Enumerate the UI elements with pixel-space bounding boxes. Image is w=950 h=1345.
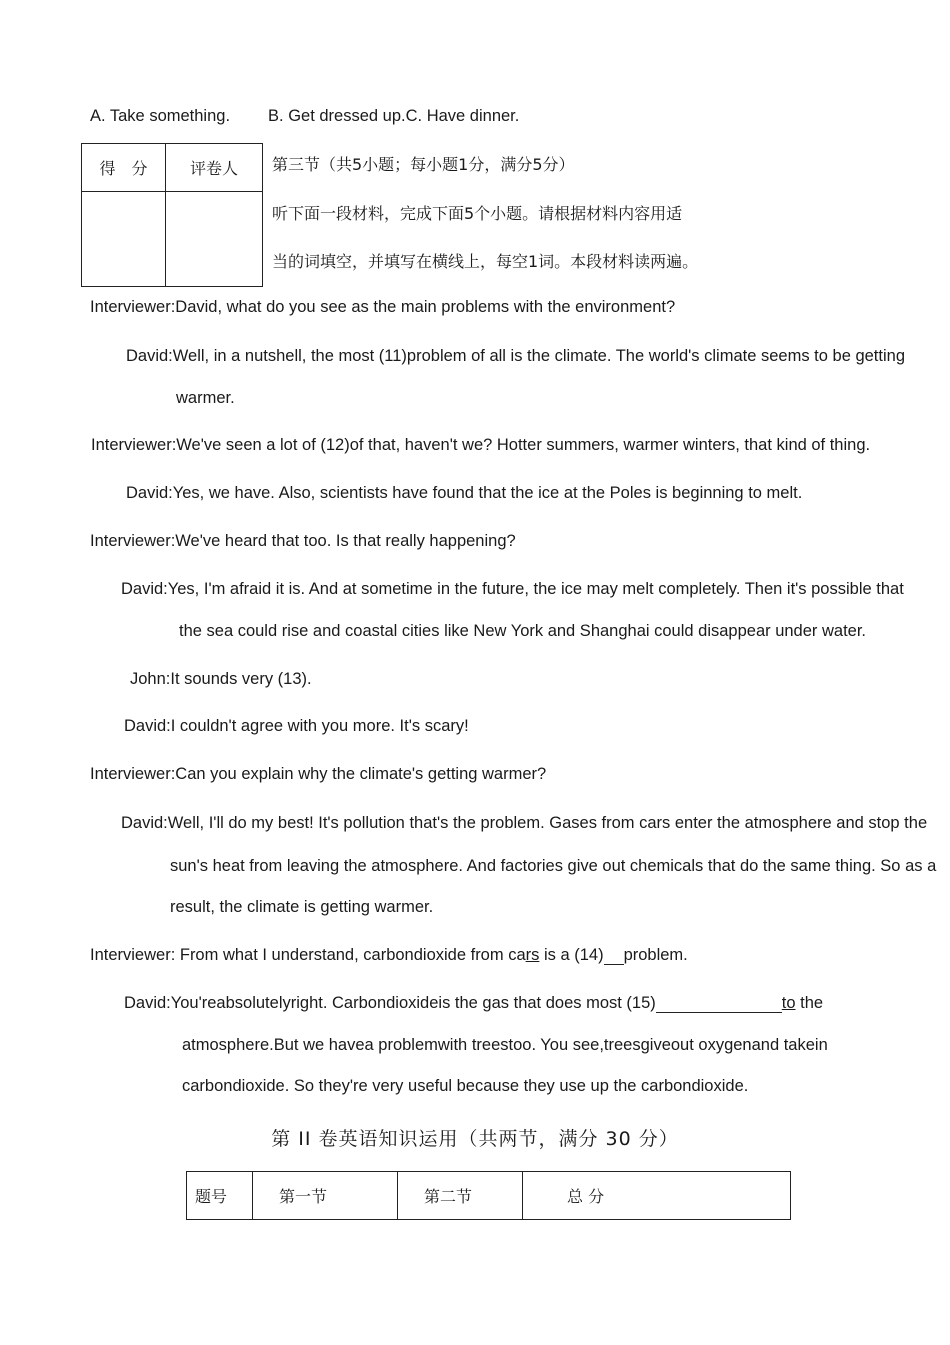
dialogue-text: rs [525, 946, 540, 964]
col-question-number: 题号 [187, 1172, 253, 1220]
section3-instruction-2: 当的词填空，并填写在横线上，每空1词。本段材料读两遍。 [272, 252, 699, 271]
dialogue-text: Interviewer: From what I understand, carbondioxide from ca [90, 946, 526, 964]
dialogue-line: David:Well, in a nutshell, the most (11)problem of all is the climate. The world's climate seems to be getting [126, 347, 905, 365]
grader-cell[interactable] [166, 192, 263, 287]
score-cell[interactable] [82, 192, 166, 287]
dialogue-line: Interviewer:We've seen a lot of (12)of that, haven't we? Hotter summers, warmer winters, that kind of thing. [91, 436, 871, 454]
score-table [81, 143, 263, 287]
dialogue-line: Interviewer:Can you explain why the climate's getting warmer? [90, 765, 547, 783]
dialogue-line: David:Yes, I'm afraid it is. And at sometime in the future, the ice may melt completely. Then it's possible that [121, 580, 904, 598]
dialogue-text: the [795, 994, 824, 1012]
dialogue-line: sun's heat from leaving the atmosphere. And factories give out chemicals that do the same thing. So as a [170, 857, 937, 875]
dialogue-line: David:I couldn't agree with you more. It's scary! [124, 717, 469, 735]
dialogue-line [124, 993, 823, 1013]
dialogue-line: David:Well, I'll do my best! It's pollution that's the problem. Gases from cars enter the atmosphere and stop the [121, 814, 928, 832]
dialogue-line [90, 945, 688, 965]
dialogue-text: David:You'reabsolutelyright. Carbondioxideis the gas that does most (15) [124, 994, 656, 1012]
grader-header: 评卷人 [166, 144, 263, 192]
dialogue-line: David:Yes, we have. Also, scientists have found that the ice at the Poles is beginning to melt. [126, 484, 803, 502]
section3-instruction-1: 听下面一段材料，完成下面5个小题。请根据材料内容用适 [272, 204, 683, 223]
option-c: C. Have dinner. [405, 107, 520, 125]
dialogue-line: the sea could rise and coastal cities like New York and Shanghai could disappear under water. [179, 622, 867, 640]
answer-blank-15[interactable] [656, 995, 782, 1013]
dialogue-line: carbondioxide. So they're very useful because they use up the carbondioxide. [182, 1077, 749, 1095]
part2-title: 第 II 卷英语知识运用（共两节，满分 30 分） [271, 1128, 679, 1150]
col-total: 总 分 [523, 1172, 791, 1220]
dialogue-text: problem. [623, 946, 688, 964]
dialogue-line: atmosphere.But we havea problemwith treestoo. You see,treesgiveout oxygenand takein [182, 1036, 828, 1054]
dialogue-line: result, the climate is getting warmer. [170, 898, 434, 916]
dialogue-line: John:It sounds very (13). [130, 670, 312, 688]
section3-heading: 第三节（共5小题；每小题1分，满分5分） [272, 155, 575, 174]
option-b: B. Get dressed up. [268, 107, 406, 125]
options-line [90, 106, 519, 126]
col-section1: 第一节 [253, 1172, 398, 1220]
dialogue-text: to [781, 994, 796, 1012]
dialogue-text: is a (14) [539, 946, 604, 964]
col-section2: 第二节 [398, 1172, 523, 1220]
dialogue-line: Interviewer:We've heard that too. Is that really happening? [90, 532, 516, 550]
dialogue-line: Interviewer:David, what do you see as the main problems with the environment? [90, 298, 676, 316]
option-a: A. Take something. [90, 107, 231, 125]
answer-blank-14[interactable] [604, 947, 624, 965]
score-header: 得 分 [82, 144, 166, 192]
dialogue-line: warmer. [176, 389, 235, 407]
part2-score-table [186, 1171, 791, 1220]
